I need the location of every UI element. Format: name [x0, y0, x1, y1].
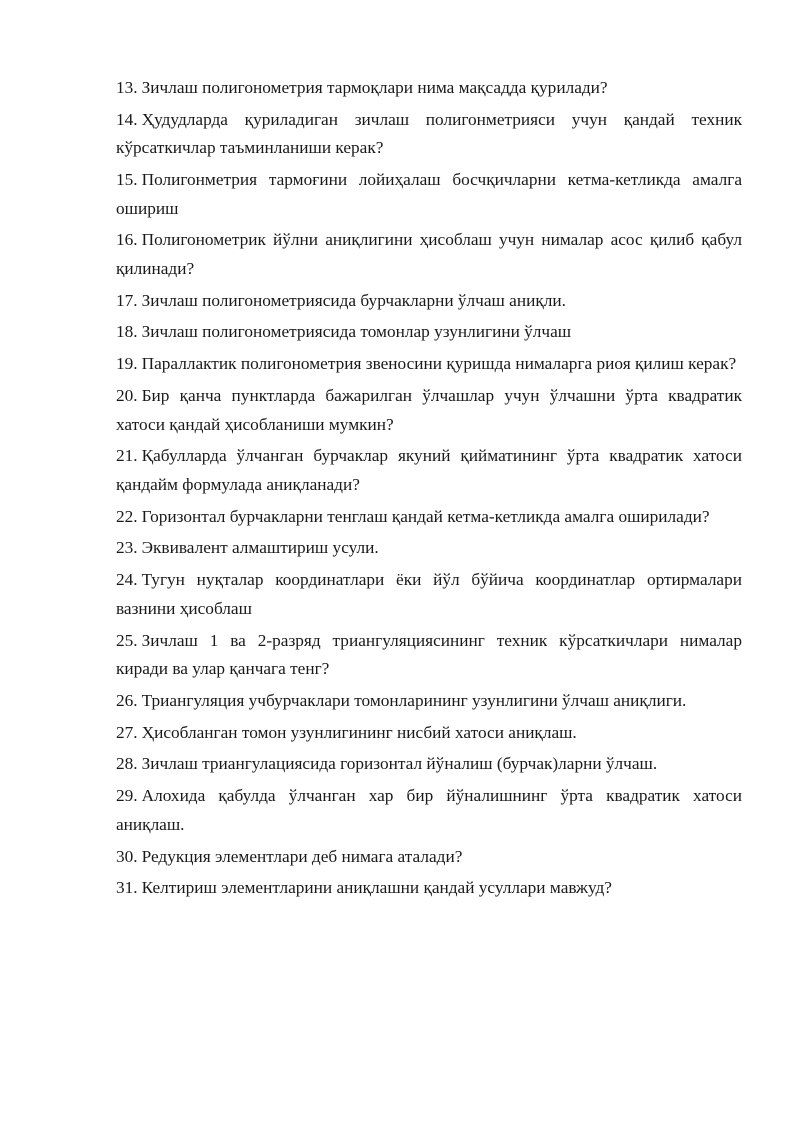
question-item: [116, 318, 742, 347]
question-number: 21.: [116, 446, 138, 466]
question-text: Эквивалент алмаштириш усули.: [141, 538, 379, 558]
question-number: 17.: [116, 290, 138, 310]
question-item: [116, 534, 742, 563]
question-text: Зичлаш полигонометриясида бурчакларни ўлчаш аниқли.: [141, 290, 566, 310]
question-number: 23.: [116, 538, 138, 558]
question-text: Ҳудудларда қуриладиган зичлаш полигонметрияси учун қандай техник кўрсаткичлар таъминланиши керак?: [116, 109, 742, 158]
question-number: 19.: [116, 354, 138, 374]
question-number: 28.: [116, 754, 138, 774]
question-number: 29.: [116, 786, 138, 806]
question-item: [116, 226, 742, 283]
question-text: Алохида қабулда ўлчанган хар бир йўналишнинг ўрта квадратик хатоси аниқлаш.: [116, 786, 742, 834]
question-number: 20.: [116, 386, 138, 406]
question-number: 24.: [116, 570, 138, 590]
question-text: Зичлаш полигонометрия тармоқлари нима мақсадда қурилади?: [141, 78, 608, 97]
question-item: [116, 719, 742, 748]
question-text: Параллактик полигонометрия звеносини қуришда нималарга риоя қилиш керак?: [141, 354, 737, 374]
question-item: [116, 287, 742, 316]
question-text: Полигонометрик йўлни аниқлигини ҳисоблаш учун нималар асос қилиб қабул қилинади?: [116, 230, 742, 278]
question-number: 13.: [116, 78, 138, 97]
question-item: [116, 566, 742, 623]
question-item: [116, 74, 742, 103]
question-item: [116, 503, 742, 532]
question-item: [116, 442, 742, 499]
question-number: 27.: [116, 722, 138, 742]
question-number: 31.: [116, 878, 138, 898]
question-item: [116, 782, 742, 839]
question-item: [116, 687, 742, 716]
question-text: Полигонметрия тармоғини лойиҳалаш босчқичларни кетма-кетликда амалга ошириш: [116, 170, 742, 218]
question-text: Зичлаш триангулациясида горизонтал йўналиш (бурчак)ларни ўлчаш.: [141, 754, 658, 774]
question-number: 16.: [116, 230, 138, 250]
question-text: Триангуляция учбурчаклари томонларининг узунлигини ўлчаш аниқлиги.: [141, 690, 687, 710]
question-number: 26.: [116, 690, 138, 710]
question-number: 22.: [116, 506, 138, 526]
question-number: 30.: [116, 846, 138, 866]
question-text: Зичлаш полигонометриясида томонлар узунлигини ўлчаш: [141, 322, 572, 342]
question-list: [116, 74, 742, 906]
question-item: [116, 382, 742, 439]
question-text: Горизонтал бурчакларни тенглаш қандай кетма-кетликда амалга оширилади?: [141, 506, 710, 526]
question-number: 18.: [116, 322, 138, 342]
question-item: [116, 166, 742, 223]
question-text: Қабулларда ўлчанган бурчаклар якуний қийматининг ўрта квадратик хатоси қандайм формулада аниқланади?: [116, 446, 742, 494]
question-number: 14.: [116, 109, 138, 129]
question-text: Ҳисобланган томон узунлигининг нисбий хатоси аниқлаш.: [141, 722, 577, 742]
question-item: [116, 874, 742, 903]
question-number: 25.: [116, 630, 138, 650]
question-text: Келтириш элементларини аниқлашни қандай усуллари мавжуд?: [141, 878, 612, 898]
question-text: Зичлаш 1 ва 2-разряд триангуляциясининг техник кўрсаткичлари нималар киради ва улар қанчага тенг?: [116, 630, 742, 679]
question-number: 15.: [116, 170, 138, 190]
question-text: Тугун нуқталар координатлари ёки йўл бўйича координатлар ортирмалари вазнини ҳисоблаш: [116, 570, 742, 618]
question-item: [116, 843, 742, 872]
question-item: [116, 627, 742, 684]
question-text: Бир қанча пунктларда бажарилган ўлчашлар учун ўлчашни ўрта квадратик хатоси қандай ҳисобланиши мумкин?: [116, 386, 742, 434]
question-item: [116, 350, 742, 379]
question-text: Редукция элементлари деб нимага аталади?: [141, 846, 463, 866]
question-item: [116, 106, 742, 163]
question-item: [116, 750, 742, 779]
